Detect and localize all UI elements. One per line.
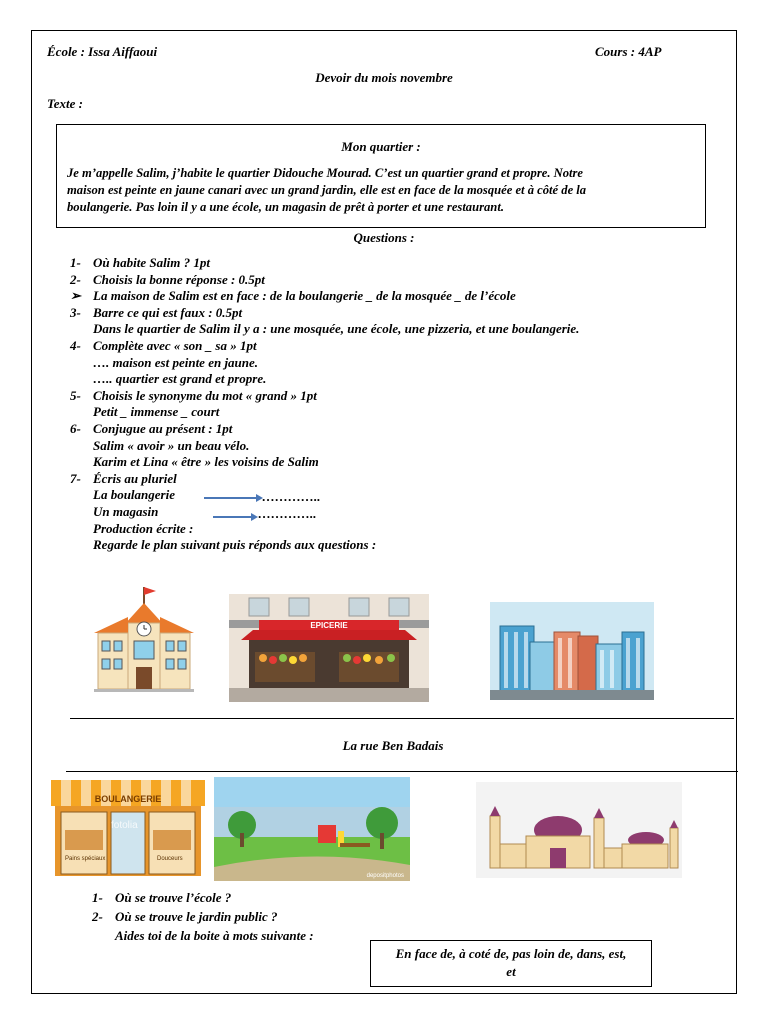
park-illustration (214, 777, 410, 881)
divider-bottom (66, 771, 738, 772)
question-text: Salim « avoir » un beau vélo. (93, 437, 250, 453)
park-watermark: depositphotos (366, 873, 404, 879)
epicerie-illustration (229, 594, 429, 702)
passage-line: maison est peinte en jaune canari avec un grand jardin, elle est en face de la mosquée et à côté de la (67, 183, 587, 197)
question-number: 2- (92, 909, 103, 924)
word-box-line: En face de, à coté de, pas loin de, dans, est, (395, 946, 627, 961)
question-number: 3- (70, 304, 81, 320)
passage-line: Je m’appelle Salim, j’habite le quartier Didouche Mourad. C’est un quartier grand et propre. Notre (67, 166, 584, 180)
bakery-sign: BOULANGERIE (94, 794, 162, 804)
question-text: Un magasin (93, 503, 159, 519)
question-text: ….. quartier est grand et propre. (93, 371, 267, 387)
question-number: 2- (70, 271, 81, 287)
question-text: Dans le quartier de Salim il y a : une mosquée, une école, une pizzeria, et une boulangerie. (93, 321, 580, 337)
question-text: Où se trouve l’école ? (115, 890, 232, 905)
passage-text (67, 165, 697, 216)
assignment-title: Devoir du mois novembre (315, 70, 453, 85)
word-box (370, 940, 652, 987)
word-box-line: et (506, 964, 516, 979)
plural-arrow-2 (213, 516, 253, 518)
street-name: La rue Ben Badais (342, 738, 444, 753)
school-name: École : Issa Aiffaoui (47, 44, 158, 59)
question-text: Où se trouve le jardin public ? (115, 909, 278, 924)
question-number: 1- (92, 890, 103, 905)
bakery-watermark: fotolia (111, 820, 138, 831)
question-number: 5- (70, 387, 81, 403)
question-text: Complète avec « son _ sa » 1pt (93, 337, 257, 353)
passage-box (56, 124, 706, 228)
question-text: Petit _ immense _ court (93, 404, 220, 420)
bakery-right-text: Douceurs (157, 856, 183, 862)
question-number: 4- (70, 337, 81, 353)
passage-line: boulangerie. Pas loin il y a une école, un magasin de prêt à porter et une restaurant. (67, 200, 504, 214)
texte-label: Texte : (47, 96, 83, 111)
question-number: 1- (70, 255, 81, 270)
arrow-head-icon (251, 513, 258, 521)
question-text: Choisis le synonyme du mot « grand » 1pt (93, 387, 317, 403)
questions-heading: Questions : (353, 230, 415, 245)
question-text: Conjugue au présent : 1pt (93, 420, 233, 436)
bakery-illustration (51, 780, 205, 878)
question-text: Aides toi de la boite à mots suivante : (115, 928, 314, 943)
question-text: Production écrite : (93, 520, 194, 536)
question-text: La boulangerie (93, 487, 175, 503)
question-text: Karim et Lina « être » les voisins de Salim (93, 454, 319, 470)
bullet-arrow-icon: ➢ (70, 288, 81, 304)
plural-arrow-1 (204, 497, 258, 499)
plural-blank-2: ………….. (258, 506, 317, 521)
question-number: 6- (70, 420, 81, 436)
question-text: Regarde le plan suivant puis réponds aux questions : (93, 537, 377, 553)
course-label: Cours : 4AP (595, 44, 662, 59)
question-text: Où habite Salim ? 1pt (93, 255, 211, 270)
plural-blank-1: ………….. (262, 489, 321, 504)
school-illustration (92, 585, 196, 693)
passage-title: Mon quartier : (341, 139, 421, 154)
question-text: Écris au pluriel (93, 470, 177, 486)
question-text: Barre ce qui est faux : 0.5pt (93, 304, 243, 320)
question-text: La maison de Salim est en face : de la boulangerie _ de la mosquée _ de l’école (93, 288, 516, 304)
question-text: Choisis la bonne réponse : 0.5pt (93, 271, 265, 287)
question-number: 7- (70, 470, 81, 486)
question-text: …. maison est peinte en jaune. (93, 354, 259, 370)
epicerie-sign: EPICERIE (310, 621, 348, 630)
bakery-left-text: Pains spéciaux (65, 856, 106, 862)
mosque-illustration (476, 782, 682, 878)
city-buildings-illustration (490, 602, 654, 700)
divider-top (70, 718, 734, 719)
